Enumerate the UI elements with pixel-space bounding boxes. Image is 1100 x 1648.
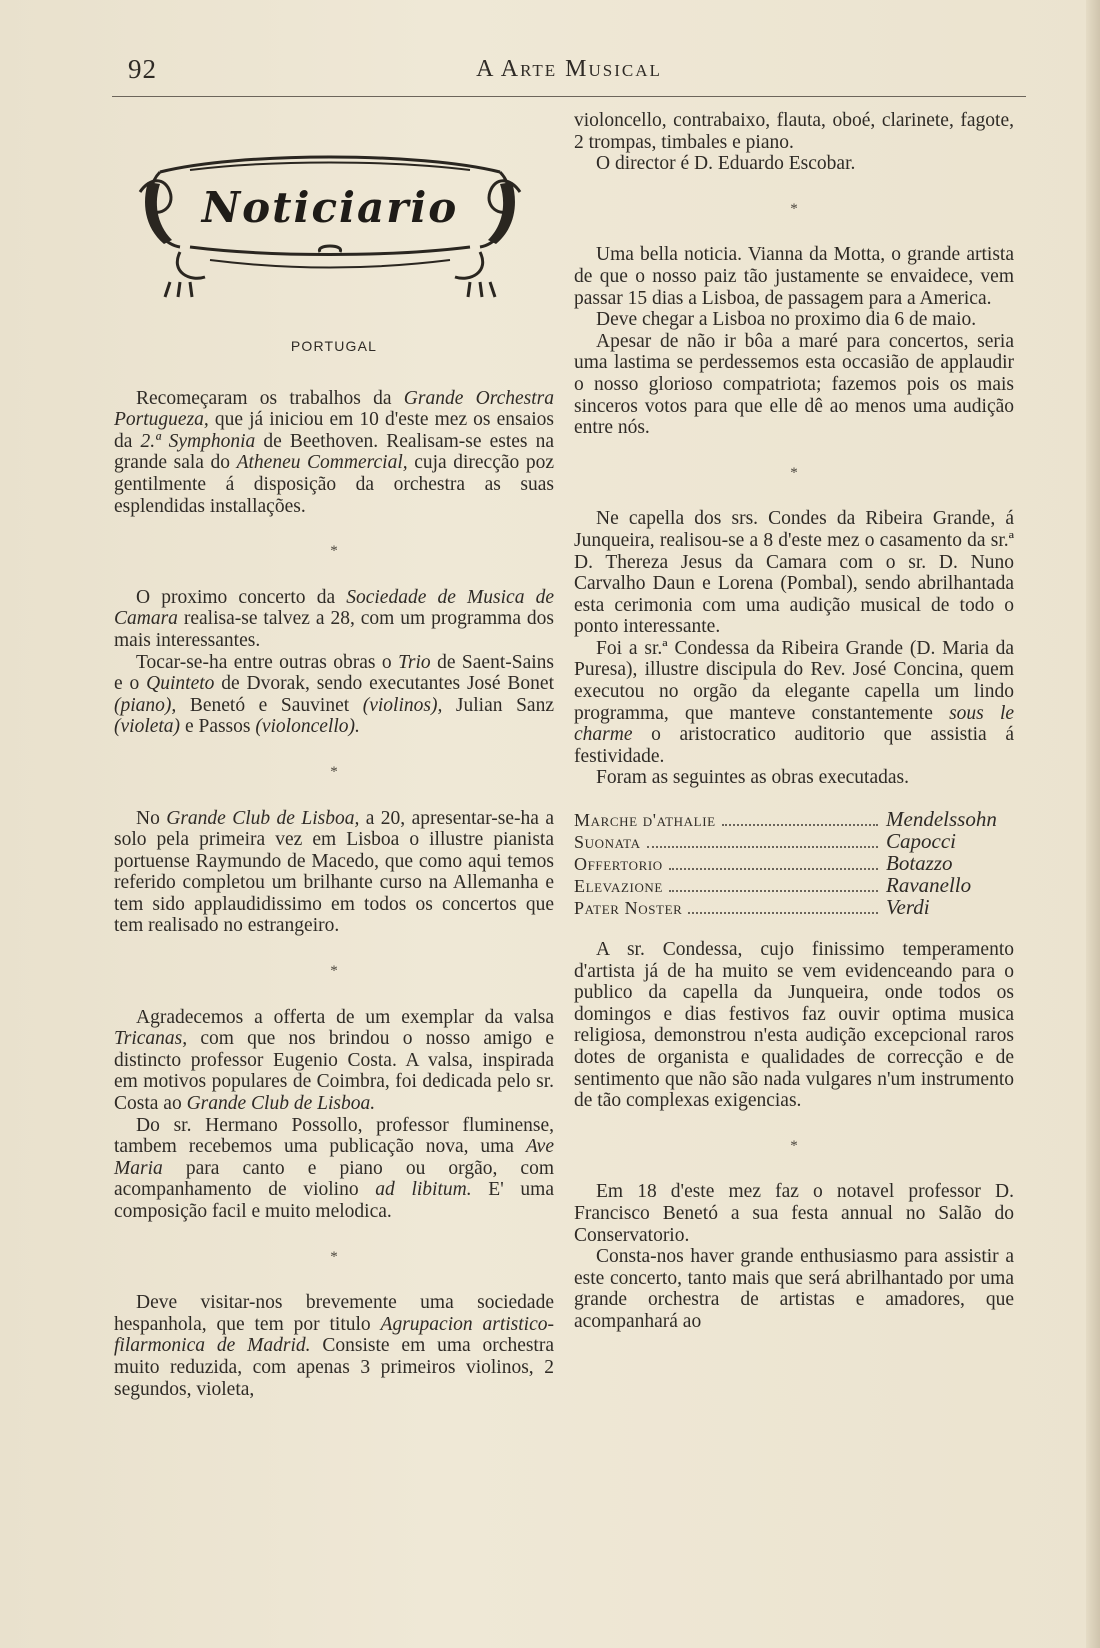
text-run: Consta-nos haver grande enthusiasmo para assistir a este concerto, tanto mais que será abrilhantado por uma grande orchestra de artistas e amadores, que acompanhará ao [574,1246,1014,1332]
text-run: A sr. Condessa, cujo finissimo temperamento d'artista já de ha muito se vem evidenceando para o publico da capella da Junqueira, onde todos os domingos e dias festivos faz ouvir optima musica religiosa, demonstrou n'esta audição excepcional raros dotes de organista e qualidades de correcção e de sentimento que não são nada vulgares n'um instrumento de tão complexas exigencias. [574,939,1014,1112]
italic-run: Sociedade de Musica de Camara [114,586,554,630]
italic-run: Grande Orchestra Portugueza, [114,387,554,431]
italic-run: Tricanas, [114,1028,188,1050]
text-run: com que nos brindou o nosso amigo e distincto professor Eugenio Costa. A valsa, inspirada em motivos populares de Coimbra, foi dedicada pelo sr. Costa ao [114,1028,554,1115]
program-composer: Verdi [886,895,930,920]
text-run: de Beethoven. Realisam-se estes na grande sala do [114,430,555,474]
italic-run: Grande Club de Lisboa, [166,807,360,829]
text-run: Agradecemos a offerta de um exemplar da valsa [136,1006,554,1028]
italic-run: (violeta) [114,716,181,738]
header-rule [112,96,1026,97]
program-composer: Mendelssohn [886,807,997,832]
program-list [574,809,1014,919]
paragraph [574,153,1014,175]
paragraph [574,1246,1014,1332]
text-run: e Passos [180,716,256,738]
text-run: para canto e piano ou orgão, com acompanhamento de violino [114,1157,554,1201]
italic-run: ad libitum. [375,1179,472,1201]
text-run: que já iniciou em 10 d'este mez os ensaios da [114,409,554,452]
page-header [112,50,1026,94]
text-run: realisa-se talvez a 28, com um programma dos mais interessantes. [114,608,554,651]
italic-run: Agrupacion artistico-filarmonica de Madrid. [114,1313,554,1357]
program-composer: Botazzo [886,851,953,876]
page-number: 92 [128,54,157,84]
program-row [574,897,1014,919]
paragraph [574,1181,1014,1246]
italic-run: Quinteto [146,673,215,695]
noticiario-banner [120,132,540,312]
paragraph [574,244,1014,309]
program-piece: Pater Noster [574,898,683,919]
text-run: Foram as seguintes as obras executadas. [596,767,909,789]
paragraph [114,388,554,518]
program-composer: Ravanello [886,873,972,898]
paragraph [574,638,1014,768]
program-row [574,875,1014,897]
text-run: No [136,807,167,829]
text-run: O director é D. Eduardo Escobar. [596,153,856,175]
text-run: Do sr. Hermano Possollo, professor fluminense, tambem recebemos uma publicação nova, uma [114,1114,554,1158]
asterism: * [330,963,338,980]
asterism: * [790,1137,798,1154]
text-run: Deve chegar a Lisboa no proximo dia 6 de maio. [596,309,977,331]
paragraph [114,808,554,938]
paragraph [574,331,1014,439]
text-run: Foi a sr.ª Condessa da Ribeira Grande (D. Maria da Puresa), illustre discipula do Rev. José Concina, quem executou no orgão da elegante capella um lindo programma, que manteve constantemente [574,637,1014,724]
paragraph [114,652,554,738]
text-run: violoncello, contrabaixo, flauta, oboé, clarinete, fagote, 2 trompas, timbales e piano. [574,110,1014,153]
italic-run: (violoncello). [255,716,360,738]
text-run: Deve visitar-nos brevemente uma sociedade hespanhola, que tem por titulo [114,1292,554,1335]
program-piece: Marche d'athalie [574,810,716,831]
ornament-frame [120,132,540,312]
italic-run: 2.ª Symphonia [140,430,256,452]
program-row [574,831,1014,853]
text-run: Ne capella dos srs. Condes da Ribeira Grande, á Junqueira, realisou-se a 8 d'este mez o casamento da sr.ª D. Thereza Jesus da Camara com o sr. D. Nuno Carvalho Daun e Lorena (Pombal), sendo abrilhantada esta cerimonia com uma audição musical de todo o ponto interessante. [574,508,1014,638]
dot-leader [722,824,878,826]
program-piece: Elevazione [574,876,663,897]
text-run: O proximo concerto da [136,586,347,608]
section-heading: PORTUGAL [290,338,378,354]
italic-run: Trio [398,651,431,673]
dot-leader [647,846,878,848]
text-run: Em 18 d'este mez faz o notavel professor D. Francisco Benetó a sua festa annual no Salão do Conservatorio. [574,1181,1014,1246]
paragraph [574,939,1014,1112]
italic-run: Ave Maria [114,1136,554,1179]
text-run: a 20, apresentar-se-ha a solo pela primeira vez em Lisboa o illustre pianista portuense Raymundo de Macedo, que como aqui temos referido completou um brilhante curso na Allemanha e tem sido applaudidissimo em todos os concertos que tem realisado no estrangeiro. [114,807,554,937]
left-column [114,110,554,1400]
text-run: E' uma composição facil e muito melodica. [114,1179,554,1222]
text-run: o aristocratico auditorio que assistia á festividade. [574,724,1014,767]
text-run: Tocar-se-ha entre outras obras o [136,651,399,673]
paragraph [114,1292,554,1400]
text-run: de Dvorak, sendo executantes José Bonet [214,673,554,695]
italic-run: (violinos), [362,694,443,716]
dot-leader [688,912,878,914]
program-composer: Capocci [886,829,956,854]
paragraph [574,309,1014,331]
dot-leader [669,868,878,870]
text-run: Consiste em uma orchestra muito reduzida, com apenas 3 primeiros violinos, 2 segundos, violeta, [114,1335,555,1400]
running-title: A Arte Musical [476,56,662,82]
italic-run: sous le charme [574,702,1015,746]
paragraph [114,1007,554,1115]
page-edge [1086,0,1100,1648]
program-row [574,809,1014,831]
paragraph [574,767,1014,789]
text-run: Apesar de não ir bôa a maré para concertos, seria uma lastima se perdessemos esta occasião de applaudir o nosso glorioso compatriota; fazemos pois os mais sinceros votos para que elle dê ao menos uma audição entre nós. [574,330,1014,439]
asterism: * [330,1248,338,1265]
text-run: Uma bella noticia. Vianna da Motta, o grande artista de que o nosso paiz tão justamente se envaidece, vem passar 15 dias a Lisboa, de passagem para a America. [574,244,1014,309]
paragraph [574,508,1014,638]
italic-run: (piano), [114,694,177,716]
text-run: de Saent-Sains e o [114,651,554,695]
paragraph [114,587,554,652]
asterism: * [330,763,338,780]
asterism: * [790,200,798,217]
right-column [574,110,1014,1333]
paragraph [574,110,1014,153]
text-run: cuja direcção poz gentilmente á disposição da orchestra as suas esplendidas installações. [114,452,555,517]
program-piece: Offertorio [574,854,663,875]
banner-title: Noticiario [201,183,459,232]
program-piece: Suonata [574,832,641,853]
asterism: * [330,543,338,560]
program-row [574,853,1014,875]
asterism: * [790,464,798,481]
text-run: Benetó e Sauvinet [176,694,363,716]
text-run: Recomeçaram os trabalhos da [136,387,404,409]
paragraph [114,1115,554,1223]
text-run: Julian Sanz [442,694,554,716]
italic-run: Grande Club de Lisboa. [186,1093,376,1115]
italic-run: Atheneu Commercial, [236,452,408,474]
dot-leader [669,890,878,892]
